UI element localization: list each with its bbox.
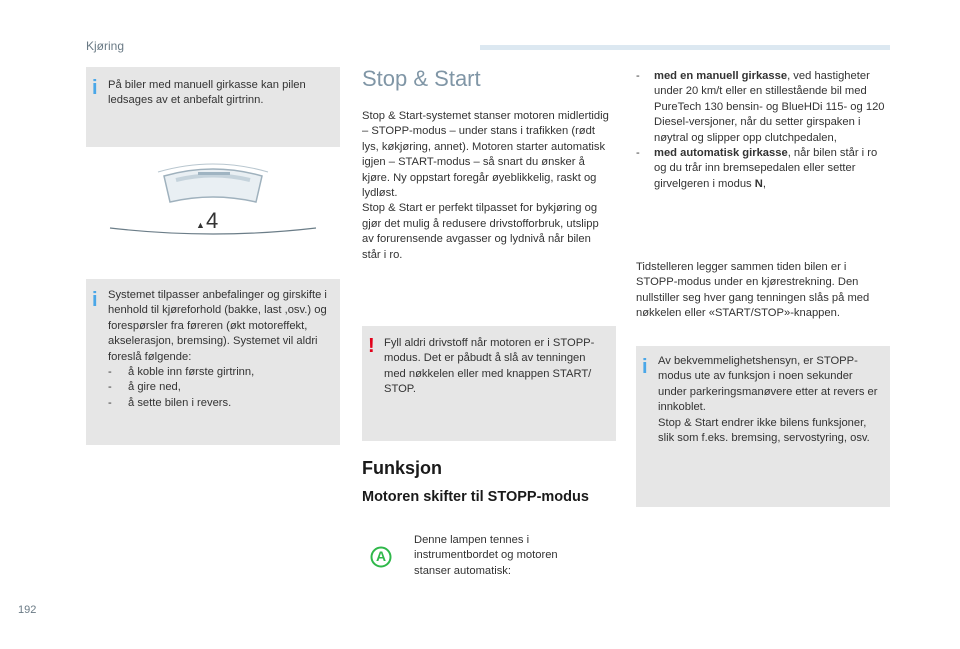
- gear-indicator-graphic: [86, 154, 340, 254]
- section-label: Kjøring: [86, 39, 125, 53]
- info-box-parking: [636, 346, 890, 507]
- gear-up-arrow: ▲: [196, 220, 205, 230]
- info-text: På biler med manuell girkasse kan pilen ledsages av et anbefalt girtrinn.: [108, 79, 306, 107]
- subsection-heading-stop-mode: Motoren skifter til STOPP-modus: [362, 489, 589, 505]
- list-item: - å gire ned,: [108, 381, 181, 394]
- page-number: 192: [18, 604, 37, 616]
- stop-start-lamp-icon: [369, 545, 393, 574]
- exclusion-list: [108, 365, 334, 411]
- info-icon: i: [642, 356, 648, 378]
- header-bar: [480, 45, 890, 50]
- warning-icon: !: [368, 335, 375, 357]
- timer-paragraph: Tidstelleren legger sammen tiden bilen er i STOPP-modus under en kjørestrekning. Den nullstiller seg hver gang tenningen slås på med nøkkelen eller «START/STOP»-knappen.: [636, 261, 870, 320]
- list-item: - å sette bilen i revers.: [108, 396, 232, 409]
- info-icon: i: [92, 77, 98, 99]
- warning-box-refuel: [362, 326, 616, 441]
- info-text: Av bekvemmelighetshensyn, er STOPP-modus ute av funksjon i noen sekunder under parkeringsmanøvere etter at revers er innkoblet. Stop & Start endrer ikke bilens funksjoner, slik som f.eks. bremsing, servostyring, osv.: [658, 355, 878, 445]
- page-title: Stop & Start: [362, 66, 481, 91]
- lamp-letter: A: [376, 548, 387, 564]
- stop-conditions-list: [636, 69, 890, 192]
- info-box-manual-gear: [86, 67, 340, 147]
- list-item: - med en manuell girkasse, ved hastigheter under 20 km/t eller en stillestående bil med PureTech 130 bensin- og BlueHDi 115- og 120 Diesel-versjoner, når du setter girspaken i nøytral og slipper opp clutchpedalen,: [636, 70, 885, 144]
- section-heading-funksjon: Funksjon: [362, 458, 442, 478]
- info-text: [108, 288, 334, 411]
- recommended-gear-value: 4: [206, 208, 219, 233]
- info-paragraph: Systemet tilpasser anbefalinger og girskifte i henhold til kjøreforhold (bakke, last ,osv.) og forespørsler fra føreren (økt motoreffekt, akselerasjon, bremsing). Systemet vil aldri foreslå følgende:: [108, 289, 327, 363]
- intro-paragraph: Stop & Start-systemet stanser motoren midlertidig – STOPP-modus – under stans i trafikken (rødt lys, køkjøring, annet). Motoren starter automatisk igjen – START-modus – så snart du ønsker å kjøre. Ny oppstart foregår øyeblikkelig, raskt og lydløst. Stop & Start er perfekt tilpasset for bykjøring og gjør det mulig å redusere drivstofforbruk, utslipp av forurensende avgasser og lydnivå når bilen står i ro.: [362, 110, 609, 261]
- lamp-description: Denne lampen tennes i instrumentbordet og motoren stanser automatisk:: [414, 534, 558, 577]
- list-item: - med automatisk girkasse, når bilen står i ro og du trår inn bremsepedalen eller setter girvelgeren i modus N,: [636, 147, 878, 190]
- gear-shift-indicator-illustration: [86, 154, 340, 254]
- list-item: - å koble inn første girtrinn,: [108, 366, 255, 379]
- warning-text: Fyll aldri drivstoff når motoren er i STOPP-modus. Det er påbudt å slå av tenningen med nøkkelen eller med knappen START/ STOP.: [384, 337, 595, 396]
- info-icon: i: [92, 289, 98, 311]
- info-box-gear-recommendations: [86, 279, 340, 445]
